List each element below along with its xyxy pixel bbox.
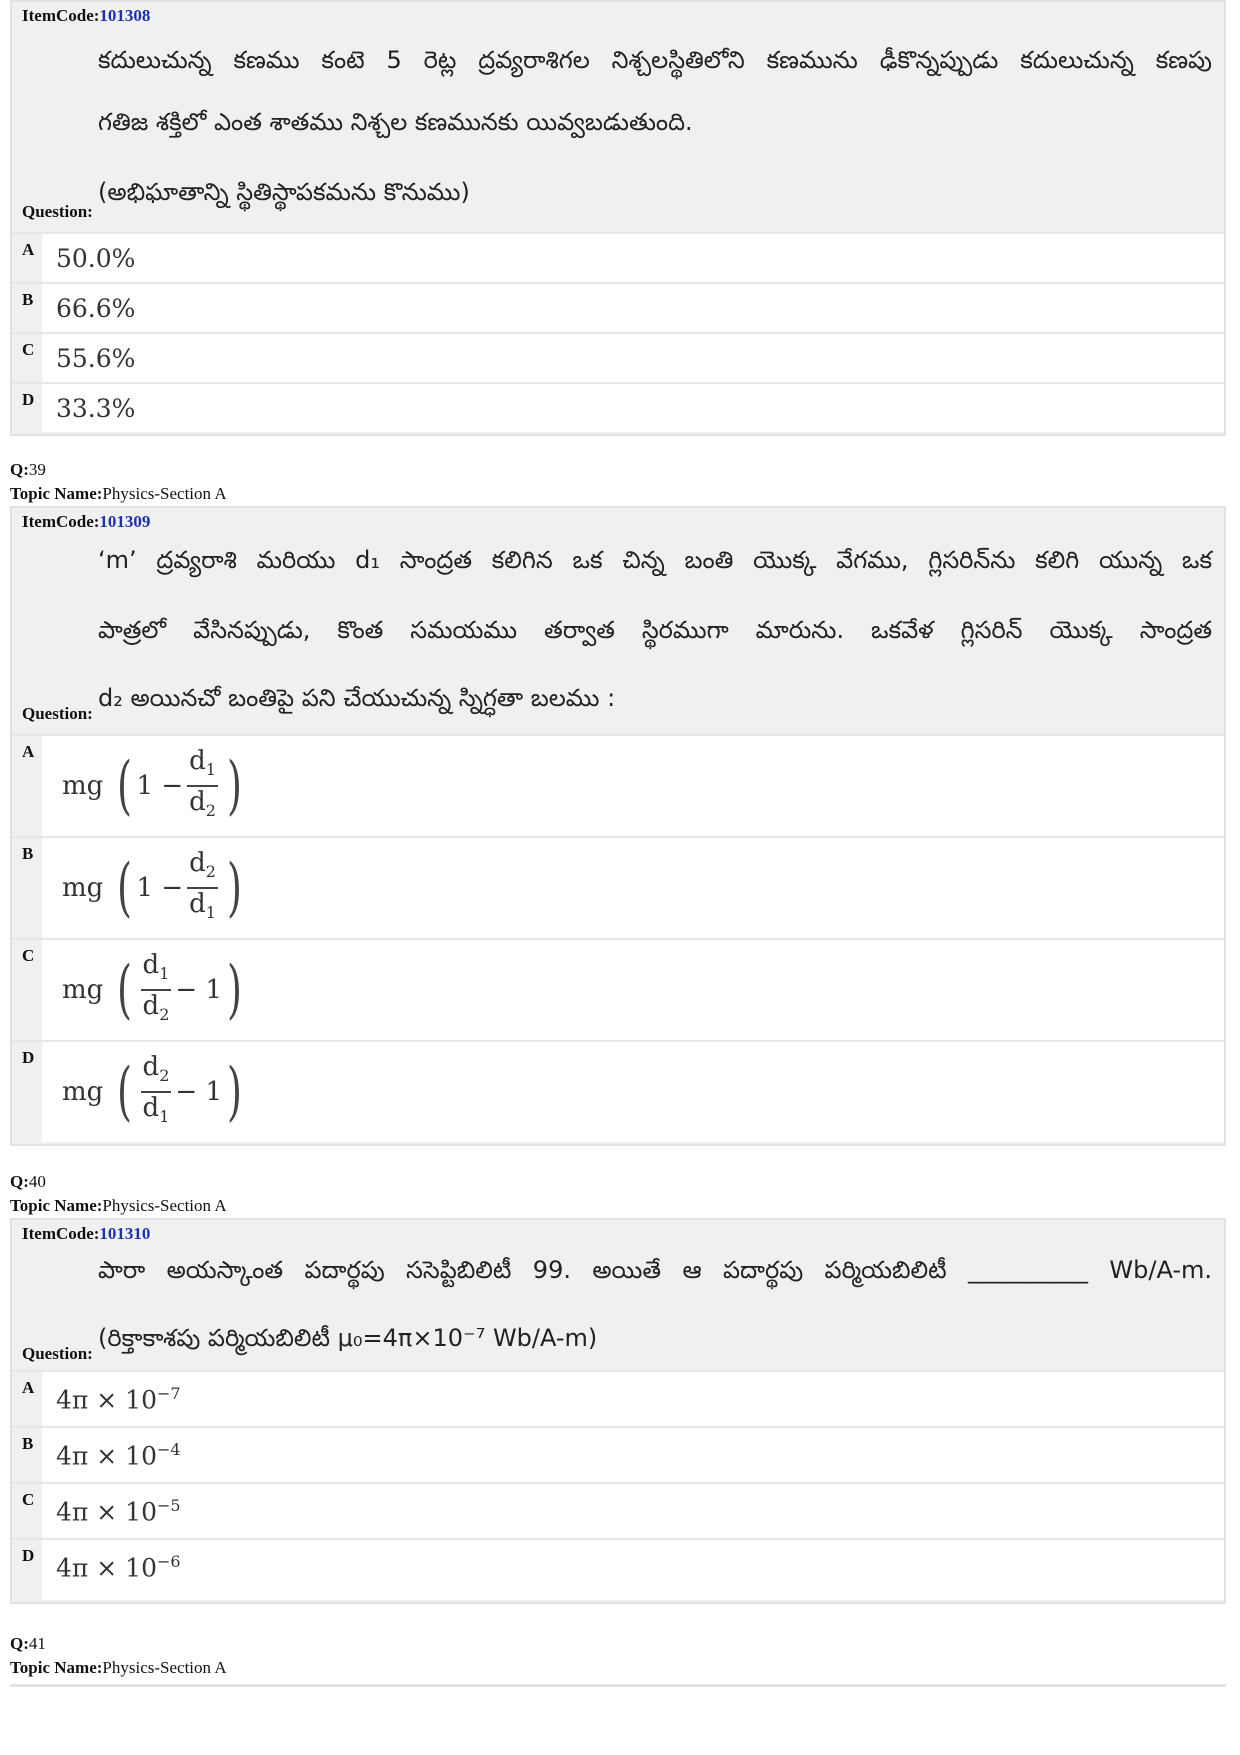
option-d[interactable] <box>12 1538 1224 1600</box>
option-c[interactable] <box>12 1482 1224 1538</box>
option-value: 50.0% <box>56 244 136 273</box>
option-value: $4\pi \times 10^{-7}$ <box>56 1384 181 1415</box>
option-b[interactable] <box>12 1426 1224 1482</box>
option-b[interactable] <box>12 836 1224 938</box>
option-a[interactable] <box>12 232 1224 282</box>
option-c[interactable] <box>12 938 1224 1040</box>
question-line: కదులుచున్న కణము కంటె 5 రెట్ల ద్రవ్యరాశిగల నిశ్చలస్థితిలోని కణమును ఢీకొన్నప్పుడు కదులుచున్న కణపు <box>98 46 1212 74</box>
question-number: Q:39 <box>10 460 46 479</box>
option-letter: B <box>12 1428 42 1482</box>
question-line: పారా అయస్కాంత పదార్థపు ససెప్టిబిలిటీ 99. అయితే ఆ పదార్థపు పర్మియబిలిటీ __________ Wb/A-m. <box>98 1256 1212 1284</box>
question-block-101308 <box>10 0 1226 436</box>
option-formula: mg ( $\frac{d_1}{d_2}$ − 1 ) <box>62 950 242 1028</box>
question-number: Q:40 <box>10 1172 46 1191</box>
question-label: Question: <box>22 704 93 723</box>
option-d[interactable] <box>12 382 1224 432</box>
option-letter: C <box>12 940 42 1040</box>
question-block-101309 <box>10 506 1226 1146</box>
option-formula: mg ( 1 − $\frac{d_1}{d_2}$ ) <box>62 746 242 824</box>
option-value: 66.6% <box>56 294 136 323</box>
topic-name: Topic Name:Physics-Section A <box>10 484 227 503</box>
question-line: (రిక్తాకాశపు పర్మియబిలిటీ μ₀=4π×10⁻⁷ Wb/A-m) <box>98 1324 598 1352</box>
question-label: Question: <box>22 202 93 221</box>
question-line: గతిజ శక్తిలో ఎంత శాతము నిశ్చల కణమునకు యివ్వబడుతుంది. <box>98 108 693 136</box>
topic-name: Topic Name:Physics-Section A <box>10 1196 227 1215</box>
item-code: ItemCode:101309 <box>22 512 151 531</box>
question-number: Q:41 <box>10 1634 46 1653</box>
option-b[interactable] <box>12 282 1224 332</box>
option-formula: mg ( 1 − $\frac{d_2}{d_1}$ ) <box>62 848 242 926</box>
question-label: Question: <box>22 1344 93 1363</box>
question-line: d₂ అయినచో బంతిపై పని చేయుచున్న స్నిగ్ధతా బలము : <box>98 684 616 712</box>
option-d[interactable] <box>12 1040 1224 1142</box>
question-line: (అభిఘాతాన్ని స్థితిస్థాపకమను కొనుము) <box>98 178 470 206</box>
option-letter: B <box>12 284 42 332</box>
option-value: 55.6% <box>56 344 136 373</box>
option-letter: D <box>12 384 42 432</box>
option-a[interactable] <box>12 1370 1224 1426</box>
divider <box>10 1684 1226 1687</box>
option-letter: B <box>12 838 42 938</box>
item-code: ItemCode:101308 <box>22 6 151 25</box>
topic-name: Topic Name:Physics-Section A <box>10 1658 227 1677</box>
option-letter: C <box>12 1484 42 1538</box>
option-letter: A <box>12 1372 42 1426</box>
option-letter: D <box>12 1540 42 1600</box>
question-block-101310 <box>10 1218 1226 1604</box>
option-letter: A <box>12 736 42 836</box>
item-code: ItemCode:101310 <box>22 1224 151 1243</box>
question-text <box>98 534 1212 734</box>
option-letter: D <box>12 1042 42 1142</box>
option-letter: A <box>12 234 42 282</box>
question-line: పాత్రలో వేసినప్పుడు, కొంత సమయము తర్వాత స్థిరముగా మారును. ఒకవేళ గ్లిసరిన్ యొక్క సాంద్రత <box>98 616 1212 644</box>
question-line: ‘m’ ద్రవ్యరాశి మరియు d₁ సాంద్రత కలిగిన ఒక చిన్న బంతి యొక్క వేగము, గ్లిసరిన్‌ను కలిగి యున్న ఒక <box>98 546 1212 574</box>
question-text <box>98 28 1212 218</box>
option-value: $4\pi \times 10^{-6}$ <box>56 1552 181 1583</box>
option-value: $4\pi \times 10^{-5}$ <box>56 1496 181 1527</box>
option-value: $4\pi \times 10^{-4}$ <box>56 1440 181 1471</box>
option-c[interactable] <box>12 332 1224 382</box>
option-value: 33.3% <box>56 394 136 423</box>
option-a[interactable] <box>12 734 1224 836</box>
option-letter: C <box>12 334 42 382</box>
question-text <box>98 1246 1212 1376</box>
option-formula: mg ( $\frac{d_2}{d_1}$ − 1 ) <box>62 1052 242 1130</box>
